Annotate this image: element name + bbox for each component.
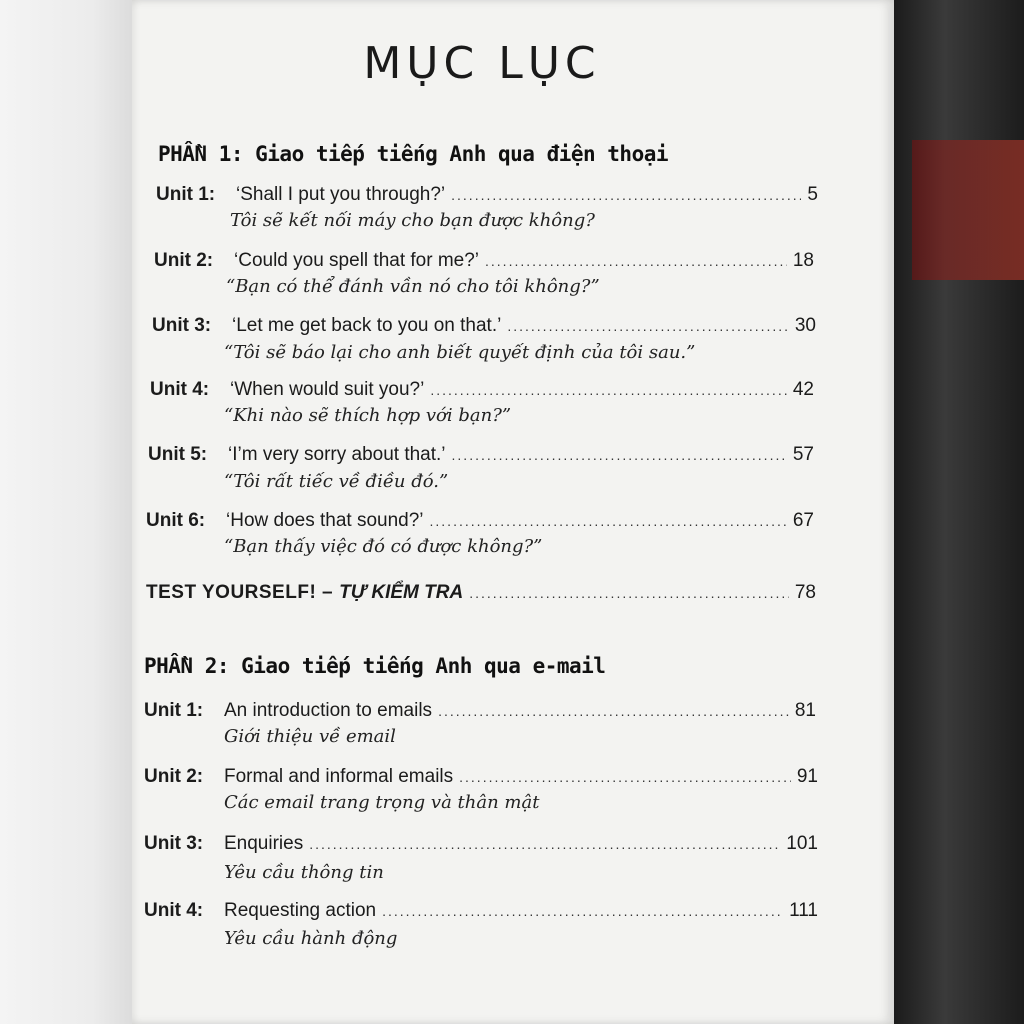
- unit-title: Enquiries: [224, 833, 304, 854]
- toc-entry-p1-unit-3: [152, 315, 816, 337]
- unit-subtitle: “Tôi rất tiếc về điều đó.”: [224, 471, 449, 492]
- unit-label: Unit 3:: [144, 833, 204, 854]
- page-number: 101: [786, 833, 818, 854]
- unit-label: Unit 2:: [144, 766, 204, 787]
- dot-leader: [451, 187, 801, 203]
- page-number: 30: [794, 315, 816, 336]
- toc-entry-p1-unit-6: [146, 510, 814, 532]
- unit-subtitle: Tôi sẽ kết nối máy cho bạn được không?: [230, 210, 595, 231]
- unit-label: Unit 2:: [154, 250, 214, 271]
- page-number: 57: [792, 444, 814, 465]
- unit-title: ‘Could you spell that for me?’: [234, 250, 480, 271]
- unit-title: ‘How does that sound?’: [226, 510, 424, 531]
- toc-entry-p1-unit-1: [156, 184, 818, 206]
- adjacent-page-left: [0, 0, 132, 1024]
- dot-leader: [452, 447, 787, 463]
- section-2-heading: PHẦN 2: Giao tiếp tiếng Anh qua e-mail: [144, 654, 606, 678]
- unit-title: Requesting action: [224, 900, 377, 921]
- unit-title: ‘I’m very sorry about that.’: [228, 444, 446, 465]
- unit-label: Unit 1:: [144, 700, 204, 721]
- page-number: 78: [794, 582, 816, 603]
- unit-label: Unit 5:: [148, 444, 208, 465]
- page-number: 111: [789, 900, 818, 921]
- page-number: 18: [792, 250, 814, 271]
- unit-subtitle: “Khi nào sẽ thích hợp với bạn?”: [224, 405, 512, 426]
- toc-entry-p2-unit-2: [144, 766, 818, 788]
- toc-entry-p2-unit-3: [144, 833, 818, 855]
- toc-entry-p2-unit-1: [144, 700, 816, 722]
- unit-subtitle: “Bạn có thể đánh vần nó cho tôi không?”: [226, 276, 600, 297]
- page-number: 67: [792, 510, 814, 531]
- unit-title: ‘Shall I put you through?’: [236, 184, 446, 205]
- unit-title: An introduction to emails: [224, 700, 433, 721]
- background-red-strip: [912, 140, 1024, 280]
- toc-entry-p1-test: [146, 582, 816, 604]
- unit-label: Unit 3:: [152, 315, 212, 336]
- unit-subtitle: “Tôi sẽ báo lại cho anh biết quyết định của tôi sau.”: [224, 342, 696, 363]
- unit-subtitle: “Bạn thấy việc đó có được không?”: [224, 536, 543, 557]
- page-number: 91: [796, 766, 818, 787]
- unit-title: Formal and informal emails: [224, 766, 454, 787]
- page-number: 5: [807, 184, 818, 205]
- dot-leader: [382, 903, 783, 919]
- unit-label: Unit 4:: [144, 900, 204, 921]
- dot-leader: [469, 585, 789, 601]
- unit-title: ‘Let me get back to you on that.’: [232, 315, 502, 336]
- toc-entry-p1-unit-2: [154, 250, 814, 272]
- book-page: [132, 0, 894, 1024]
- dot-leader: [485, 253, 787, 269]
- test-label: TEST YOURSELF! –: [146, 582, 334, 603]
- section-1-heading: PHẦN 1: Giao tiếp tiếng Anh qua điện thoại: [158, 142, 669, 166]
- test-title: TỰ KIỂM TRA: [339, 582, 464, 603]
- toc-entry-p2-unit-4: [144, 900, 818, 922]
- toc-entry-p1-unit-4: [150, 379, 814, 401]
- page-number: 42: [792, 379, 814, 400]
- unit-title: ‘When would suit you?’: [230, 379, 425, 400]
- book-spine-background: [892, 0, 1024, 1024]
- dot-leader: [430, 382, 787, 398]
- page-number: 81: [794, 700, 816, 721]
- unit-subtitle: Yêu cầu hành động: [224, 928, 398, 949]
- page-title: MỤC LỤC: [363, 38, 601, 89]
- dot-leader: [507, 318, 789, 334]
- unit-label: Unit 1:: [156, 184, 216, 205]
- dot-leader: [430, 513, 787, 529]
- dot-leader: [459, 769, 791, 785]
- unit-subtitle: Yêu cầu thông tin: [224, 862, 384, 883]
- dot-leader: [438, 703, 789, 719]
- toc-entry-p1-unit-5: [148, 444, 814, 466]
- dot-leader: [309, 836, 780, 852]
- unit-subtitle: Các email trang trọng và thân mật: [224, 792, 540, 813]
- unit-label: Unit 6:: [146, 510, 206, 531]
- unit-subtitle: Giới thiệu về email: [224, 726, 396, 747]
- unit-label: Unit 4:: [150, 379, 210, 400]
